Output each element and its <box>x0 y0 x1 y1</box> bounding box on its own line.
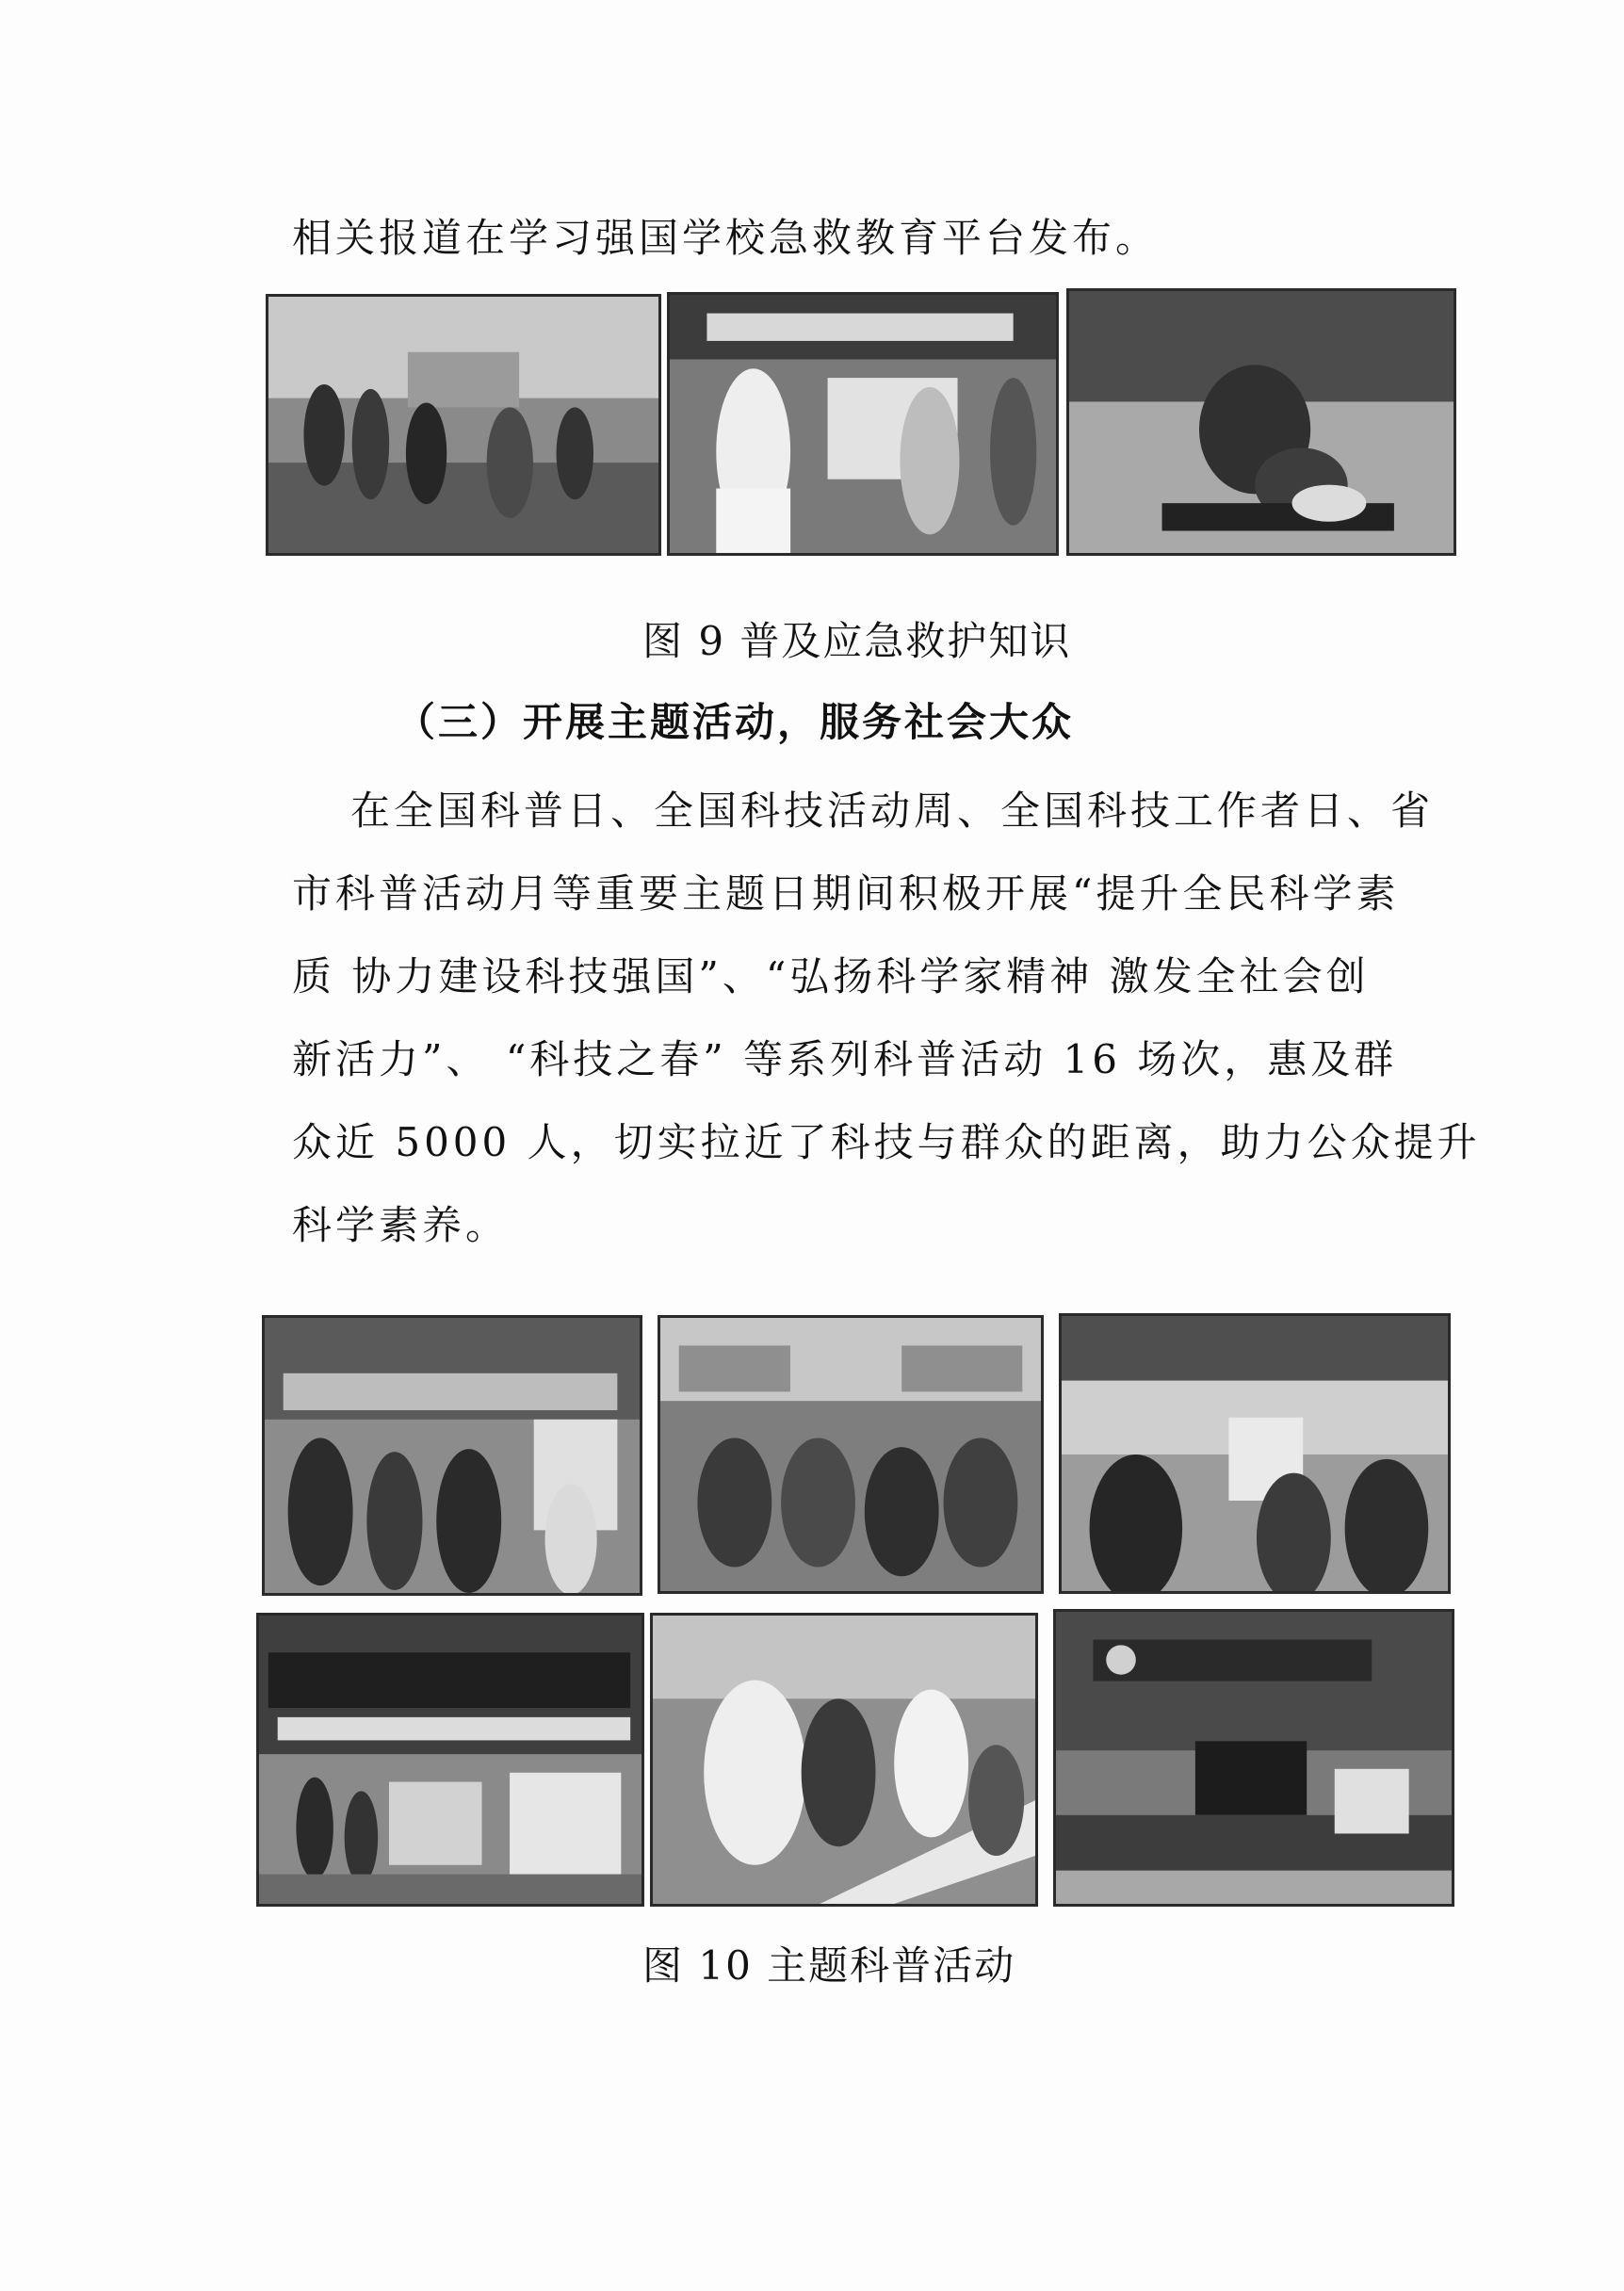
intro-line: 相关报道在学习强国学校急救教育平台发布。 <box>292 215 1160 261</box>
consultation-table-photo <box>650 1613 1038 1907</box>
first-aid-demo-photo <box>667 292 1059 556</box>
paragraph-line-6: 科学素养。 <box>292 1202 510 1248</box>
paragraph-line-4: 新活力”、 “科技之春” 等系列科普活动 16 场次，惠及群 <box>292 1036 1398 1082</box>
paragraph-line-5: 众近 5000 人，切实拉近了科技与群众的距离，助力公众提升 <box>292 1119 1481 1165</box>
exhibition-hall-photo-1 <box>262 1315 642 1596</box>
figure10-caption: 图 10 主题科普活动 <box>642 1942 1016 1989</box>
seated-audience-photo <box>658 1315 1044 1594</box>
section-heading: （三）开展主题活动，服务社会大众 <box>396 699 1075 745</box>
cpr-training-photo <box>1066 288 1456 556</box>
community-station-photo <box>1053 1609 1454 1907</box>
paragraph-line-1: 在全国科普日、全国科技活动周、全国科技工作者日、省 <box>350 788 1435 834</box>
paragraph-line-3: 质 协力建设科技强国”、“弘扬科学家精神 激发全社会创 <box>292 953 1370 999</box>
paragraph-line-2: 市科普活动月等重要主题日期间积极开展“提升全民科学素 <box>292 870 1400 917</box>
exhibition-hall-photo-2 <box>1059 1313 1451 1594</box>
figure9-caption: 图 9 普及应急救护知识 <box>642 618 1072 664</box>
crowd-indoor-photo <box>266 294 661 556</box>
outdoor-campaign-photo <box>256 1613 644 1907</box>
